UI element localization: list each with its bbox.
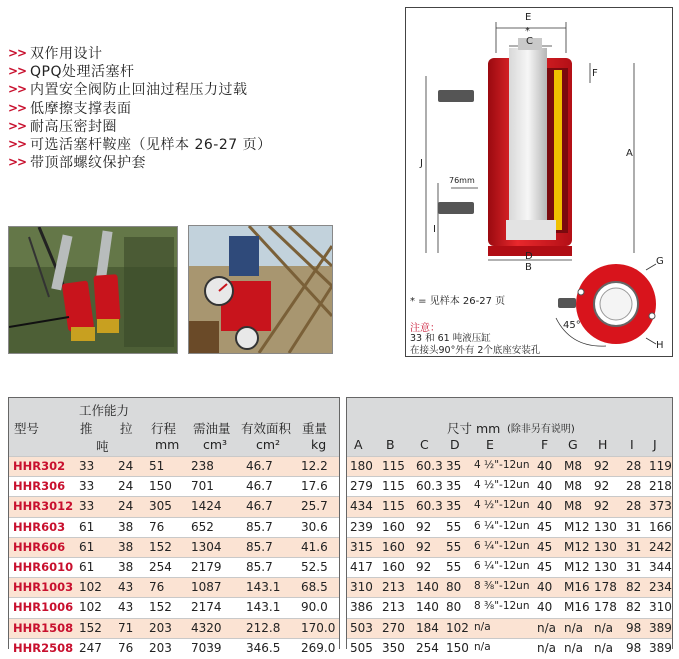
table-cell: 254 <box>149 559 172 574</box>
table-cell: 76 <box>149 580 165 595</box>
table-cell: 98 <box>626 620 642 635</box>
table-cell: 40 <box>537 499 553 514</box>
table-cell: 178 <box>594 600 617 615</box>
table-cell: 238 <box>191 459 214 473</box>
table-cell: n/a <box>594 640 614 655</box>
photo-cylinders-outdoor-illustration <box>9 227 177 353</box>
dim-label-c: C <box>526 36 533 47</box>
table-cell: 46.7 <box>246 479 273 494</box>
header-area-unit: cm² <box>256 437 281 452</box>
header-capacity: 工作能力 <box>79 403 130 418</box>
table-cell: 92 <box>594 499 610 514</box>
header-dimension-note: (除非另有说明) <box>507 424 575 435</box>
spec-table-capacity <box>8 397 340 655</box>
model-name: HHR3012 <box>13 499 74 514</box>
table-cell: 1087 <box>191 580 222 595</box>
table-cell: 417 <box>350 559 373 574</box>
table-cell: M16 <box>564 580 590 595</box>
table-cell: 701 <box>191 479 214 494</box>
feature-text: 双作用设计 <box>30 46 103 63</box>
table-cell: 652 <box>191 519 214 534</box>
table-row <box>9 618 339 638</box>
table-cell: 350 <box>382 640 405 655</box>
table-cell: 24 <box>118 479 134 494</box>
table-cell: 143.1 <box>246 600 281 615</box>
table-cell: 35 <box>446 499 462 514</box>
photo-cylinder-gauge-illustration <box>189 226 332 353</box>
table-cell: 40 <box>537 600 553 615</box>
dim-label-g: G <box>656 256 664 267</box>
table-cell: 152 <box>149 600 172 615</box>
table-cell: 98 <box>626 640 642 655</box>
table-cell: 234 <box>649 580 672 595</box>
dim-label-f: F <box>592 68 598 79</box>
table-cell: 212.8 <box>246 620 281 635</box>
table-row <box>9 597 339 617</box>
table-cell: 305 <box>149 499 172 514</box>
table-cell: 389 <box>649 640 672 655</box>
chevron-bullet-icon: >> <box>8 46 27 61</box>
table-cell: 60.3 <box>416 499 443 514</box>
table-cell: 203 <box>149 620 172 635</box>
table-cell: 102 <box>79 580 102 595</box>
table-cell: n/a <box>564 640 584 655</box>
table-cell: 76 <box>149 519 165 534</box>
table-cell: n/a <box>564 620 584 635</box>
cylinder-diagram <box>405 7 673 357</box>
table-cell: 7039 <box>191 640 222 655</box>
table-cell: n/a <box>474 620 491 633</box>
table-cell: M12 <box>564 539 590 554</box>
table-cell: 92 <box>416 539 432 554</box>
table-cell: 71 <box>118 620 134 635</box>
table-cell: n/a <box>537 620 557 635</box>
model-name: HHR1006 <box>13 600 74 615</box>
table-cell: 239 <box>350 519 373 534</box>
feature-item <box>8 135 388 153</box>
table-cell: 166 <box>649 519 672 534</box>
table-cell: 33 <box>79 479 95 494</box>
photo-cylinders-outdoor <box>8 226 178 354</box>
table-cell: n/a <box>474 640 491 653</box>
dimension-table-header <box>347 398 672 456</box>
table-cell: 31 <box>626 519 642 534</box>
dim-label-d: D <box>525 251 533 262</box>
table-cell: 76 <box>118 640 134 655</box>
table-cell: 55 <box>446 539 462 554</box>
spec-table-header <box>9 398 339 456</box>
table-cell: 279 <box>350 479 373 494</box>
header-dimension-title: 尺寸 mm <box>447 421 501 436</box>
table-cell: 505 <box>350 640 373 655</box>
table-cell: 4320 <box>191 620 222 635</box>
table-cell: 4 ½"-12un <box>474 499 530 512</box>
dimension-table <box>346 397 673 655</box>
dimension-column-header: D <box>450 437 460 452</box>
dim-label-i: I <box>433 224 436 235</box>
model-name: HHR606 <box>13 539 66 554</box>
table-cell: 35 <box>446 479 462 494</box>
table-cell: 38 <box>118 559 134 574</box>
dim-label-76mm: 76mm <box>449 176 475 185</box>
table-cell: 80 <box>446 600 462 615</box>
table-row <box>347 557 672 577</box>
dim-label-a: A <box>626 148 633 159</box>
table-cell: 160 <box>382 539 405 554</box>
table-cell: 389 <box>649 620 672 635</box>
dim-label-star: * <box>525 26 530 37</box>
table-cell: 25.7 <box>301 499 328 514</box>
table-cell: 115 <box>382 479 405 494</box>
table-cell: 140 <box>416 580 439 595</box>
table-cell: 143.1 <box>246 580 281 595</box>
table-cell: 52.5 <box>301 559 328 574</box>
table-cell: 270 <box>382 620 405 635</box>
table-cell: 92 <box>416 519 432 534</box>
table-cell: 344 <box>649 559 672 574</box>
table-cell: 92 <box>594 479 610 494</box>
table-cell: 43 <box>118 600 134 615</box>
table-cell: 35 <box>446 459 462 473</box>
table-cell: 102 <box>79 600 102 615</box>
header-pull: 拉 <box>120 421 133 436</box>
table-cell: 1304 <box>191 539 222 554</box>
table-cell: 180 <box>350 459 373 473</box>
table-cell: M12 <box>564 519 590 534</box>
table-row <box>347 517 672 537</box>
table-cell: 130 <box>594 539 617 554</box>
table-cell: 1424 <box>191 499 222 514</box>
table-row <box>347 476 672 496</box>
note-title: 注意： <box>410 323 440 334</box>
spec-table-rows <box>9 456 339 658</box>
table-cell: 254 <box>416 640 439 655</box>
table-cell: 17.6 <box>301 479 328 494</box>
model-name: HHR302 <box>13 459 66 473</box>
table-cell: 45 <box>537 539 553 554</box>
table-cell: 55 <box>446 559 462 574</box>
header-oil: 需油量 <box>193 421 231 436</box>
chevron-bullet-icon: >> <box>8 82 27 97</box>
table-cell: 386 <box>350 600 373 615</box>
table-cell: 130 <box>594 559 617 574</box>
table-cell: 28 <box>626 459 642 473</box>
table-row <box>9 577 339 597</box>
table-cell: 68.5 <box>301 580 328 595</box>
table-cell: 152 <box>79 620 102 635</box>
note-line-2: 在接头90°外有 2个底座安装孔 <box>410 345 541 356</box>
dimension-column-header: G <box>568 437 578 452</box>
header-model: 型号 <box>14 421 40 436</box>
chevron-bullet-icon: >> <box>8 137 27 152</box>
feature-item <box>8 117 388 135</box>
table-cell: 33 <box>79 459 95 473</box>
table-cell: 269.0 <box>301 640 336 655</box>
table-cell: 8 ⅜"-12un <box>474 600 530 613</box>
table-cell: 130 <box>594 519 617 534</box>
feature-item <box>8 62 388 80</box>
table-cell: 115 <box>382 459 405 473</box>
table-cell: 82 <box>626 600 642 615</box>
table-row <box>9 496 339 516</box>
table-cell: 152 <box>149 539 172 554</box>
table-row <box>347 496 672 516</box>
table-cell: 85.7 <box>246 519 273 534</box>
chevron-bullet-icon: >> <box>8 100 27 115</box>
table-row <box>347 597 672 617</box>
table-cell: 61 <box>79 539 95 554</box>
table-cell: 503 <box>350 620 373 635</box>
table-cell: M8 <box>564 499 582 514</box>
dimension-column-header: A <box>354 437 363 452</box>
table-cell: 218 <box>649 479 672 494</box>
header-stroke: 行程 <box>151 421 177 436</box>
table-cell: 28 <box>626 479 642 494</box>
table-cell: 4 ½"-12un <box>474 479 530 492</box>
table-cell: 45 <box>537 559 553 574</box>
table-cell: 43 <box>118 580 134 595</box>
table-cell: 310 <box>649 600 672 615</box>
table-cell: 51 <box>149 459 165 473</box>
table-row <box>347 618 672 638</box>
table-cell: 242 <box>649 539 672 554</box>
feature-text: 内置安全阀防止回油过程压力过载 <box>30 82 248 99</box>
feature-list <box>8 44 388 171</box>
table-cell: 160 <box>382 559 405 574</box>
table-row <box>347 638 672 658</box>
table-cell: 434 <box>350 499 373 514</box>
table-cell: 38 <box>118 519 134 534</box>
table-cell: 6 ¼"-12un <box>474 519 530 532</box>
table-cell: 2174 <box>191 600 222 615</box>
table-cell: 150 <box>149 479 172 494</box>
model-name: HHR2508 <box>13 640 74 655</box>
model-name: HHR603 <box>13 519 66 534</box>
feature-text: 带顶部螺纹保护套 <box>30 155 146 172</box>
dimension-column-header: I <box>630 437 634 452</box>
table-cell: 80 <box>446 580 462 595</box>
table-cell: 92 <box>594 459 610 473</box>
dim-label-e: E <box>525 12 532 23</box>
table-cell: 115 <box>382 499 405 514</box>
table-cell: 213 <box>382 600 405 615</box>
table-cell: 8 ⅜"-12un <box>474 580 530 593</box>
header-oil-unit: cm³ <box>203 437 228 452</box>
table-cell: 184 <box>416 620 439 635</box>
table-cell: 2179 <box>191 559 222 574</box>
dim-label-j: J <box>420 158 423 169</box>
table-cell: 24 <box>118 459 134 473</box>
table-cell: 6 ¼"-12un <box>474 539 530 552</box>
table-row <box>9 456 339 476</box>
table-cell: 40 <box>537 479 553 494</box>
table-cell: 33 <box>79 499 95 514</box>
feature-item <box>8 80 388 98</box>
chevron-bullet-icon: >> <box>8 64 27 79</box>
table-cell: n/a <box>537 640 557 655</box>
table-cell: 46.7 <box>246 499 273 514</box>
dimension-table-rows <box>347 456 672 658</box>
table-cell: 310 <box>350 580 373 595</box>
table-cell: 60.3 <box>416 479 443 494</box>
table-cell: 12.2 <box>301 459 328 473</box>
table-cell: 45 <box>537 519 553 534</box>
dim-label-b: B <box>525 262 532 273</box>
chevron-bullet-icon: >> <box>8 155 27 170</box>
table-cell: 85.7 <box>246 539 273 554</box>
model-name: HHR306 <box>13 479 66 494</box>
table-row <box>347 537 672 557</box>
table-cell: n/a <box>594 620 614 635</box>
header-area: 有效面积 <box>241 421 292 436</box>
table-cell: 40 <box>537 580 553 595</box>
feature-text: 可选活塞杆鞍座（见样本 26-27 页） <box>30 137 272 154</box>
feature-item <box>8 44 388 62</box>
table-row <box>9 476 339 496</box>
dimension-column-header: B <box>386 437 395 452</box>
table-cell: 315 <box>350 539 373 554</box>
table-cell: 178 <box>594 580 617 595</box>
chevron-bullet-icon: >> <box>8 118 27 133</box>
table-cell: 346.5 <box>246 640 281 655</box>
table-cell: 213 <box>382 580 405 595</box>
model-name: HHR1003 <box>13 580 74 595</box>
dimension-column-header: C <box>420 437 429 452</box>
header-weight-unit: kg <box>311 437 327 452</box>
table-cell: 4 ½"-12un <box>474 459 530 471</box>
table-row <box>9 557 339 577</box>
table-cell: M12 <box>564 559 590 574</box>
dimension-column-header: F <box>541 437 549 452</box>
table-row <box>9 517 339 537</box>
feature-item <box>8 153 388 171</box>
table-cell: 102 <box>446 620 469 635</box>
table-cell: 40 <box>537 459 553 473</box>
table-cell: 61 <box>79 519 95 534</box>
table-row <box>347 577 672 597</box>
table-cell: M8 <box>564 459 582 473</box>
table-cell: 160 <box>382 519 405 534</box>
table-cell: M16 <box>564 600 590 615</box>
header-push: 推 <box>80 421 93 436</box>
table-cell: 31 <box>626 559 642 574</box>
header-weight: 重量 <box>302 421 328 436</box>
model-name: HHR6010 <box>13 559 74 574</box>
table-cell: 46.7 <box>246 459 273 473</box>
header-stroke-unit: mm <box>155 437 180 452</box>
table-cell: 61 <box>79 559 95 574</box>
table-cell: 85.7 <box>246 559 273 574</box>
table-cell: 140 <box>416 600 439 615</box>
dimension-column-header: H <box>598 437 608 452</box>
table-cell: 30.6 <box>301 519 328 534</box>
header-ton: 吨 <box>96 439 109 454</box>
table-row <box>9 537 339 557</box>
table-cell: 55 <box>446 519 462 534</box>
dim-label-h: H <box>656 340 664 351</box>
note-line-1: 33 和 61 吨液压缸 <box>410 333 491 344</box>
table-cell: M8 <box>564 479 582 494</box>
feature-item <box>8 99 388 117</box>
feature-text: 耐高压密封圈 <box>30 118 117 135</box>
table-cell: 24 <box>118 499 134 514</box>
table-cell: 90.0 <box>301 600 328 615</box>
photo-cylinder-gauge <box>188 225 333 354</box>
table-cell: 31 <box>626 539 642 554</box>
dim-label-angle: 45° <box>563 320 581 331</box>
feature-text: QPQ处理活塞杆 <box>30 64 135 81</box>
table-cell: 41.6 <box>301 539 328 554</box>
table-row <box>9 638 339 658</box>
table-cell: 60.3 <box>416 459 443 473</box>
feature-text: 低摩擦支撑表面 <box>30 100 132 117</box>
dimension-column-header: E <box>486 437 494 452</box>
model-name: HHR1508 <box>13 620 74 635</box>
table-row <box>347 456 672 476</box>
table-cell: 247 <box>79 640 102 655</box>
dimension-column-header: J <box>653 437 657 452</box>
table-cell: 28 <box>626 499 642 514</box>
table-cell: 373 <box>649 499 672 514</box>
table-cell: 92 <box>416 559 432 574</box>
table-cell: 150 <box>446 640 469 655</box>
table-cell: 38 <box>118 539 134 554</box>
table-cell: 6 ¼"-12un <box>474 559 530 572</box>
table-cell: 82 <box>626 580 642 595</box>
note-asterisk: * = 见样本 26-27 页 <box>410 296 506 307</box>
table-cell: 119 <box>649 459 672 473</box>
table-cell: 203 <box>149 640 172 655</box>
table-cell: 170.0 <box>301 620 336 635</box>
